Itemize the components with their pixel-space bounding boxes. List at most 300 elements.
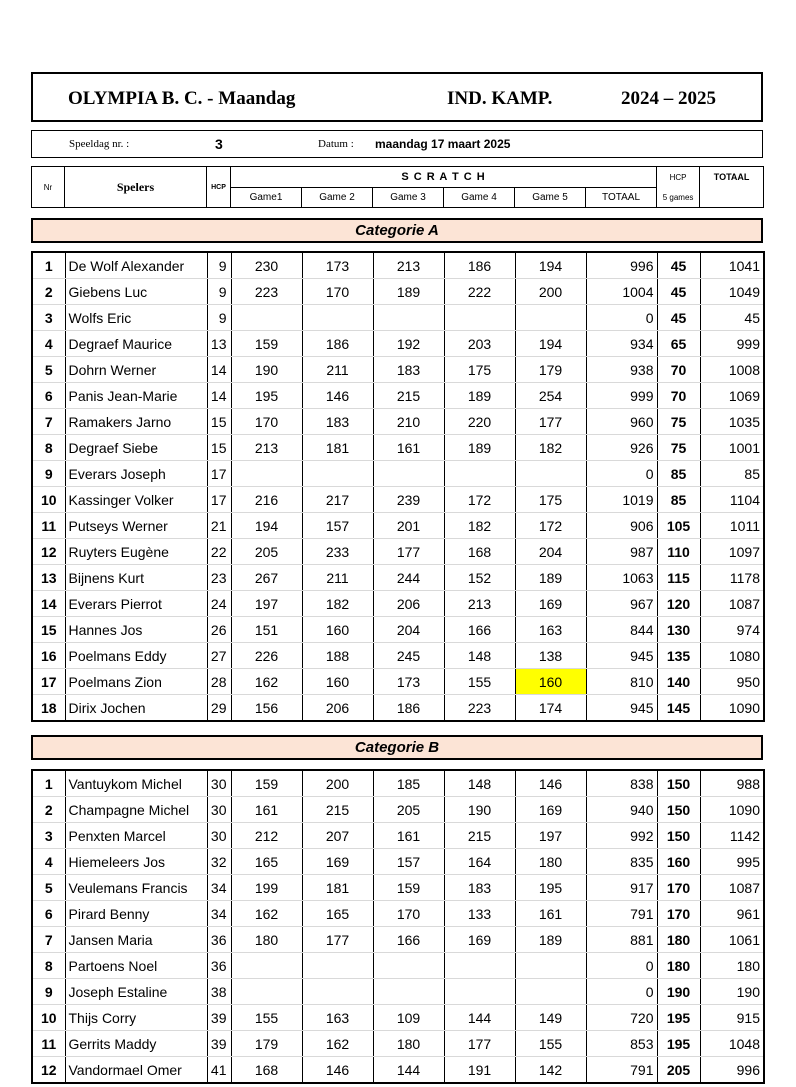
player-nr: 6 [32,383,65,409]
game-2-score: 173 [302,252,373,279]
player-hcp: 22 [207,539,231,565]
game-3-score: 170 [373,901,444,927]
player-name: Jansen Maria [65,927,207,953]
game-1-score: 162 [231,901,302,927]
hcp-5-games: 70 [657,357,700,383]
player-hcp: 21 [207,513,231,539]
game-1-score: 168 [231,1057,302,1084]
table-row [32,279,764,305]
player-nr: 3 [32,305,65,331]
player-hcp: 39 [207,1031,231,1057]
player-name: Vandormael Omer [65,1057,207,1084]
game-1-score: 162 [231,669,302,695]
game-1-score: 212 [231,823,302,849]
table-row [32,823,764,849]
game-3-score [373,305,444,331]
table-row [32,565,764,591]
info-box [31,130,763,158]
header-game3: Game 3 [373,188,444,208]
scratch-total: 926 [586,435,657,461]
game-5-score: 189 [515,565,586,591]
game-1-score: 156 [231,695,302,722]
game-2-score: 165 [302,901,373,927]
table-row [32,331,764,357]
player-nr: 16 [32,643,65,669]
category-a-header: Categorie A [31,218,763,243]
game-5-score [515,979,586,1005]
scratch-total: 720 [586,1005,657,1031]
hcp-5-games: 180 [657,927,700,953]
player-name: Champagne Michel [65,797,207,823]
game-2-score: 146 [302,383,373,409]
game-1-score: 190 [231,357,302,383]
table-row [32,357,764,383]
hcp-5-games: 145 [657,695,700,722]
title-box [31,72,763,122]
game-5-score: 169 [515,797,586,823]
game-2-score [302,979,373,1005]
scratch-total: 791 [586,1057,657,1084]
player-hcp: 30 [207,823,231,849]
game-1-score [231,461,302,487]
game-1-score: 180 [231,927,302,953]
table-row [32,1031,764,1057]
game-3-score: 244 [373,565,444,591]
player-name: Penxten Marcel [65,823,207,849]
player-nr: 9 [32,979,65,1005]
game-5-score: 182 [515,435,586,461]
scratch-total: 1019 [586,487,657,513]
player-hcp: 14 [207,357,231,383]
table-row [32,305,764,331]
game-1-score: 151 [231,617,302,643]
player-nr: 11 [32,1031,65,1057]
table-row [32,953,764,979]
game-3-score: 215 [373,383,444,409]
game-4-score: 148 [444,770,515,797]
game-4-score: 175 [444,357,515,383]
grand-total: 1035 [700,409,764,435]
player-name: Gerrits Maddy [65,1031,207,1057]
game-4-score: 183 [444,875,515,901]
grand-total: 1061 [700,927,764,953]
game-3-score: 157 [373,849,444,875]
category-a-table [31,251,765,722]
hcp-5-games: 140 [657,669,700,695]
player-nr: 3 [32,823,65,849]
game-5-score: 180 [515,849,586,875]
scratch-total: 844 [586,617,657,643]
datum-label: Datum : [318,138,354,150]
game-4-score: 203 [444,331,515,357]
player-nr: 1 [32,770,65,797]
game-1-score: 216 [231,487,302,513]
scratch-total: 992 [586,823,657,849]
speeldag-label: Speeldag nr. : [69,138,130,150]
game-2-score [302,461,373,487]
hcp-5-games: 170 [657,875,700,901]
hcp-5-games: 105 [657,513,700,539]
scratch-total: 810 [586,669,657,695]
game-5-score: 175 [515,487,586,513]
table-row [32,927,764,953]
hcp-5-games: 85 [657,461,700,487]
game-2-score: 215 [302,797,373,823]
table-row [32,409,764,435]
scratch-total: 945 [586,643,657,669]
table-row [32,539,764,565]
player-name: Ramakers Jarno [65,409,207,435]
grand-total: 1041 [700,252,764,279]
header-grand-total: TOTAAL [700,167,764,208]
game-2-score: 217 [302,487,373,513]
game-5-score: 254 [515,383,586,409]
game-3-score: 180 [373,1031,444,1057]
player-name: Degraef Siebe [65,435,207,461]
player-name: Dirix Jochen [65,695,207,722]
player-hcp: 15 [207,409,231,435]
game-5-score: 177 [515,409,586,435]
game-4-score [444,461,515,487]
player-nr: 12 [32,539,65,565]
game-2-score [302,305,373,331]
game-4-score: 189 [444,383,515,409]
game-3-score: 201 [373,513,444,539]
game-3-score: 159 [373,875,444,901]
player-hcp: 41 [207,1057,231,1084]
game-2-score: 181 [302,435,373,461]
player-name: Veulemans Francis [65,875,207,901]
scratch-total: 0 [586,979,657,1005]
game-2-score: 160 [302,669,373,695]
game-5-score: 194 [515,331,586,357]
game-5-score [515,953,586,979]
grand-total: 1001 [700,435,764,461]
category-b-table [31,769,765,1084]
hcp-5-games: 75 [657,435,700,461]
player-hcp: 13 [207,331,231,357]
game-2-score: 160 [302,617,373,643]
player-hcp: 34 [207,875,231,901]
game-3-score: 204 [373,617,444,643]
player-name: Hiemeleers Jos [65,849,207,875]
player-hcp: 24 [207,591,231,617]
column-header [31,166,764,208]
grand-total: 45 [700,305,764,331]
game-1-score: 267 [231,565,302,591]
grand-total: 1090 [700,695,764,722]
hcp-5-games: 150 [657,770,700,797]
player-name: Wolfs Eric [65,305,207,331]
hcp-5-games: 70 [657,383,700,409]
game-4-score: 168 [444,539,515,565]
player-name: Degraef Maurice [65,331,207,357]
player-nr: 18 [32,695,65,722]
game-4-score: 164 [444,849,515,875]
table-row [32,979,764,1005]
game-2-score: 206 [302,695,373,722]
grand-total: 180 [700,953,764,979]
game-2-score: 163 [302,1005,373,1031]
table-row [32,435,764,461]
player-nr: 8 [32,435,65,461]
game-1-score [231,979,302,1005]
hcp-5-games: 75 [657,409,700,435]
grand-total: 1090 [700,797,764,823]
player-nr: 6 [32,901,65,927]
grand-total: 974 [700,617,764,643]
player-nr: 1 [32,252,65,279]
player-name: Pirard Benny [65,901,207,927]
player-hcp: 9 [207,305,231,331]
speeldag-value: 3 [215,136,223,152]
game-2-score: 182 [302,591,373,617]
player-hcp: 29 [207,695,231,722]
grand-total: 1142 [700,823,764,849]
game-4-score: 186 [444,252,515,279]
game-2-score: 233 [302,539,373,565]
game-3-score: 109 [373,1005,444,1031]
player-name: Thijs Corry [65,1005,207,1031]
datum-value: maandag 17 maart 2025 [375,137,511,151]
grand-total: 1178 [700,565,764,591]
game-5-score: 142 [515,1057,586,1084]
game-5-score: 204 [515,539,586,565]
scratch-total: 945 [586,695,657,722]
scratch-total: 917 [586,875,657,901]
grand-total: 1087 [700,591,764,617]
player-name: Everars Pierrot [65,591,207,617]
table-row [32,875,764,901]
grand-total: 988 [700,770,764,797]
hcp-5-games: 65 [657,331,700,357]
player-nr: 7 [32,409,65,435]
game-2-score: 181 [302,875,373,901]
game-2-score: 183 [302,409,373,435]
header-totaal: TOTAAL [586,188,657,208]
scratch-total: 987 [586,539,657,565]
game-4-score: 213 [444,591,515,617]
player-name: Joseph Estaline [65,979,207,1005]
game-4-score: 148 [444,643,515,669]
grand-total: 190 [700,979,764,1005]
player-hcp: 17 [207,461,231,487]
game-3-score: 239 [373,487,444,513]
player-nr: 9 [32,461,65,487]
player-hcp: 15 [207,435,231,461]
game-3-score: 161 [373,435,444,461]
player-hcp: 30 [207,797,231,823]
game-1-score: 230 [231,252,302,279]
club-title: OLYMPIA B. C. - Maandag [68,88,296,109]
game-4-score: 133 [444,901,515,927]
player-name: Partoens Noel [65,953,207,979]
player-nr: 14 [32,591,65,617]
game-5-score: 155 [515,1031,586,1057]
player-name: De Wolf Alexander [65,252,207,279]
player-nr: 17 [32,669,65,695]
scratch-total: 838 [586,770,657,797]
game-2-score: 177 [302,927,373,953]
game-4-score: 222 [444,279,515,305]
hcp-5-games: 45 [657,252,700,279]
scratch-total: 1063 [586,565,657,591]
hcp-5-games: 135 [657,643,700,669]
player-nr: 2 [32,797,65,823]
table-row [32,461,764,487]
player-hcp: 34 [207,901,231,927]
player-name: Putseys Werner [65,513,207,539]
game-2-score: 188 [302,643,373,669]
game-5-score: 169 [515,591,586,617]
game-3-score [373,461,444,487]
header-hcp: HCP [207,167,231,208]
game-1-score: 226 [231,643,302,669]
player-name: Bijnens Kurt [65,565,207,591]
game-1-score: 197 [231,591,302,617]
scratch-total: 0 [586,953,657,979]
player-nr: 12 [32,1057,65,1084]
game-2-score [302,953,373,979]
game-5-score: 149 [515,1005,586,1031]
grand-total: 1049 [700,279,764,305]
game-5-score: 146 [515,770,586,797]
hcp-5-games: 110 [657,539,700,565]
player-name: Dohrn Werner [65,357,207,383]
game-3-score [373,979,444,1005]
hcp-5-games: 195 [657,1031,700,1057]
player-name: Everars Joseph [65,461,207,487]
player-nr: 4 [32,331,65,357]
grand-total: 85 [700,461,764,487]
table-row [32,770,764,797]
table-row [32,1057,764,1084]
scratch-total: 934 [586,331,657,357]
game-2-score: 207 [302,823,373,849]
scratch-total: 906 [586,513,657,539]
game-4-score: 155 [444,669,515,695]
game-1-score: 213 [231,435,302,461]
table-row [32,617,764,643]
player-hcp: 36 [207,927,231,953]
table-row [32,643,764,669]
game-4-score: 166 [444,617,515,643]
game-3-score [373,953,444,979]
game-2-score: 162 [302,1031,373,1057]
player-nr: 10 [32,487,65,513]
table-row [32,383,764,409]
game-2-score: 170 [302,279,373,305]
game-2-score: 157 [302,513,373,539]
game-4-score: 177 [444,1031,515,1057]
game-1-score [231,953,302,979]
game-2-score: 186 [302,331,373,357]
game-4-score [444,305,515,331]
game-4-score: 152 [444,565,515,591]
header-spelers: Spelers [65,167,207,208]
header-game1: Game1 [231,188,302,208]
game-4-score: 215 [444,823,515,849]
hcp-5-games: 150 [657,797,700,823]
table-row [32,901,764,927]
header-hcp-bottom: 5 games [657,188,700,208]
player-nr: 10 [32,1005,65,1031]
player-nr: 15 [32,617,65,643]
player-hcp: 30 [207,770,231,797]
scratch-total: 0 [586,305,657,331]
game-4-score: 189 [444,435,515,461]
player-name: Kassinger Volker [65,487,207,513]
player-hcp: 32 [207,849,231,875]
grand-total: 1008 [700,357,764,383]
game-1-score: 205 [231,539,302,565]
header-game5: Game 5 [515,188,586,208]
grand-total: 1104 [700,487,764,513]
player-nr: 7 [32,927,65,953]
game-5-score [515,461,586,487]
scratch-total: 967 [586,591,657,617]
competition-title: IND. KAMP. [447,88,553,109]
table-row [32,849,764,875]
game-3-score: 205 [373,797,444,823]
game-3-score: 245 [373,643,444,669]
game-3-score: 206 [373,591,444,617]
grand-total: 999 [700,331,764,357]
player-nr: 11 [32,513,65,539]
game-2-score: 211 [302,565,373,591]
hcp-5-games: 45 [657,305,700,331]
hcp-5-games: 195 [657,1005,700,1031]
game-4-score [444,953,515,979]
header-hcp-top: HCP [657,167,700,188]
header-game4: Game 4 [444,188,515,208]
season-title: 2024 – 2025 [621,88,716,109]
game-1-score: 161 [231,797,302,823]
game-1-score: 199 [231,875,302,901]
hcp-5-games: 160 [657,849,700,875]
game-3-score: 186 [373,695,444,722]
game-5-score: 163 [515,617,586,643]
category-b-header: Categorie B [31,735,763,760]
player-name: Vantuykom Michel [65,770,207,797]
game-1-score: 223 [231,279,302,305]
player-hcp: 39 [207,1005,231,1031]
grand-total: 1048 [700,1031,764,1057]
game-2-score: 211 [302,357,373,383]
player-name: Poelmans Eddy [65,643,207,669]
hcp-5-games: 130 [657,617,700,643]
game-5-score: 179 [515,357,586,383]
player-name: Ruyters Eugène [65,539,207,565]
table-row [32,252,764,279]
grand-total: 950 [700,669,764,695]
game-2-score: 146 [302,1057,373,1084]
table-row [32,591,764,617]
header-nr: Nr [32,167,65,208]
player-nr: 4 [32,849,65,875]
game-5-score: 200 [515,279,586,305]
game-1-score: 170 [231,409,302,435]
scratch-total: 960 [586,409,657,435]
player-hcp: 9 [207,279,231,305]
game-1-score: 159 [231,770,302,797]
game-5-score: 194 [515,252,586,279]
player-nr: 5 [32,357,65,383]
player-hcp: 17 [207,487,231,513]
game-3-score: 183 [373,357,444,383]
scratch-total: 938 [586,357,657,383]
table-row [32,695,764,722]
